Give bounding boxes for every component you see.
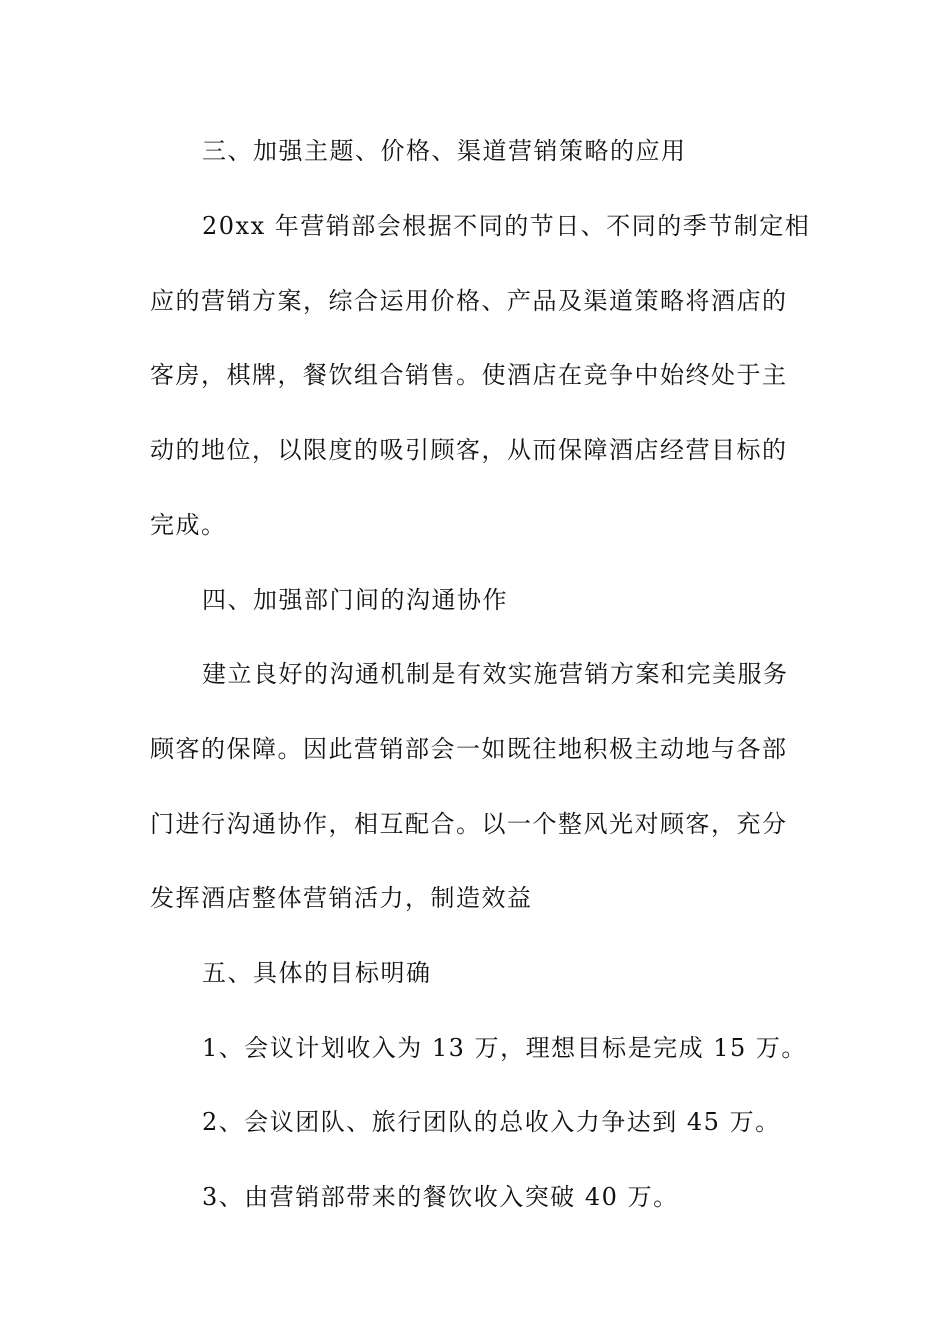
section-3-heading: 三、加强主题、价格、渠道营销策略的应用 xyxy=(202,137,687,165)
section-4-paragraph-line: 顾客的保障。因此营销部会一如既往地积极主动地与各部 xyxy=(150,735,788,763)
section-4-heading: 四、加强部门间的沟通协作 xyxy=(202,586,508,614)
section-5-heading: 五、具体的目标明确 xyxy=(202,959,432,987)
section-3-paragraph-line: 动的地位，以限度的吸引顾客，从而保障酒店经营目标的 xyxy=(150,436,788,464)
section-4-paragraph-line: 门进行沟通协作，相互配合。以一个整风光对顾客，充分 xyxy=(150,810,788,838)
section-3-paragraph-line: 完成。 xyxy=(150,511,227,539)
goal-list-item: 3、由营销部带来的餐饮收入突破 40 万。 xyxy=(202,1183,679,1211)
section-4-paragraph-line: 发挥酒店整体营销活力，制造效益 xyxy=(150,884,533,912)
goal-list-item: 2、会议团队、旅行团队的总收入力争达到 45 万。 xyxy=(202,1108,781,1136)
section-3-paragraph-line: 20xx 年营销部会根据不同的节日、不同的季节制定相 xyxy=(202,212,811,240)
section-4-paragraph-line: 建立良好的沟通机制是有效实施营销方案和完美服务 xyxy=(202,660,789,688)
section-3-paragraph-line: 客房，棋牌，餐饮组合销售。使酒店在竞争中始终处于主 xyxy=(150,361,788,389)
goal-list-item: 1、会议计划收入为 13 万，理想目标是完成 15 万。 xyxy=(202,1034,807,1062)
section-3-paragraph-line: 应的营销方案，综合运用价格、产品及渠道策略将酒店的 xyxy=(150,287,788,315)
